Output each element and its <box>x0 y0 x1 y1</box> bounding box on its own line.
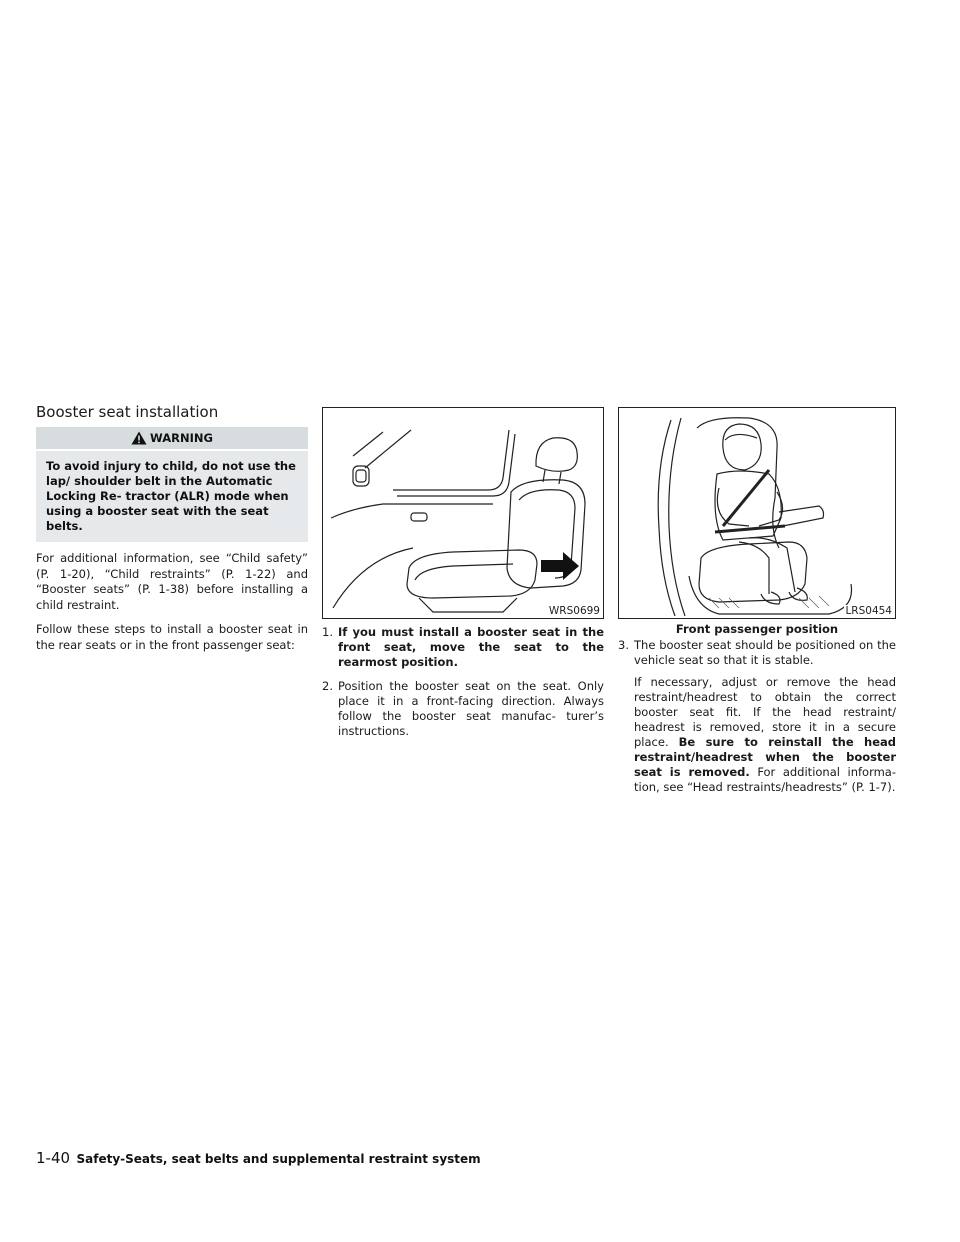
step-item <box>322 625 604 670</box>
step-text: Position the booster seat on the seat. Only place it in a front-facing direction. Always follow the booster seat manufac- turer’s instructions. <box>338 679 604 738</box>
middle-column <box>322 402 604 739</box>
step-detail <box>634 675 896 795</box>
warning-triangle-icon <box>131 431 147 445</box>
warning-text: To avoid injury to child, do not use the lap/ shoulder belt in the Automatic Locking Re- tractor (ALR) mode when using a booster seat with the seat belts. <box>36 451 308 542</box>
step-detail-text: If necessary, adjust or remove the head restraint/headrest to obtain the correct booster seat fit. If the head restraint/ headrest is removed, store it in a secure place. <box>634 675 896 749</box>
paragraph-follow-steps: Follow these steps to install a booster seat in the rear seats or in the front passenger seat: <box>36 622 308 652</box>
paragraph-additional-info: For additional information, see “Child safety” (P. 1-20), “Child restraints” (P. 1-22) and “Booster seats” (P. 1-38) before installing a child restraint. <box>36 551 308 612</box>
step-text: The booster seat should be positioned on the vehicle seat so that it is stable. <box>634 638 896 667</box>
footer-title: Safety-Seats, seat belts and supplemental restraint system <box>76 1152 481 1166</box>
step-item <box>322 679 604 739</box>
figure-caption: Front passenger position <box>675 622 839 636</box>
step-number: 2. <box>322 679 333 693</box>
page-number: 1-40 <box>36 1149 71 1167</box>
left-column <box>36 402 308 653</box>
step-detail-text-end: For additional informa- tion, see “Head restraints/headrests” (P. 1-7). <box>634 765 896 794</box>
figure-booster-illustration <box>618 407 896 619</box>
child-in-booster-seat-illustration-icon <box>619 408 895 618</box>
warning-header <box>36 427 308 449</box>
step-detail-bold: Be sure to reinstall the head restraint/headrest when the booster seat is removed. <box>634 735 896 779</box>
step-item <box>618 638 896 668</box>
figure-code: LRS0454 <box>845 605 892 617</box>
warning-label: WARNING <box>150 431 213 445</box>
section-title: Booster seat installation <box>36 403 219 421</box>
page-footer <box>36 1149 481 1167</box>
vehicle-seat-arrow-illustration-icon <box>323 408 603 618</box>
right-column <box>618 402 896 795</box>
step-number: 3. <box>618 638 629 652</box>
step-number: 1. <box>322 625 333 639</box>
figure-seat-illustration <box>322 407 604 619</box>
step-text: If you must install a booster seat in the front seat, move the seat to the rearmost position. <box>338 625 604 669</box>
figure-code: WRS0699 <box>548 605 600 617</box>
